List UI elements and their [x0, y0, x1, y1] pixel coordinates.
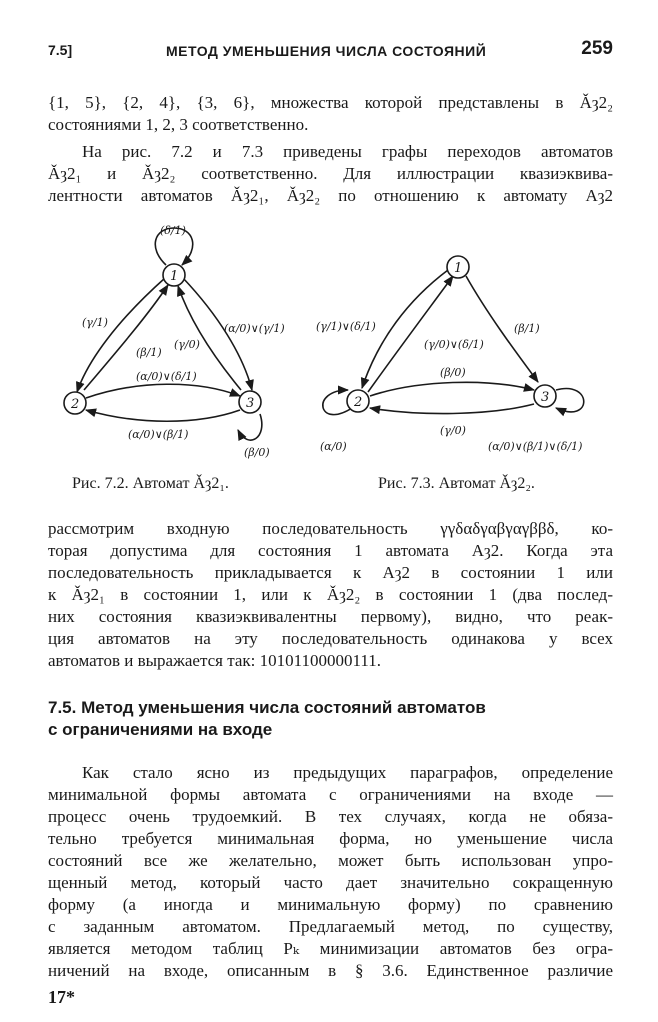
text-line: рассмотрим входную последовательность γγδαδγαβγαγββδ, ко- [48, 519, 613, 538]
edge-2-3 [86, 384, 240, 398]
paragraph-1 [48, 92, 613, 136]
text-line: является методом таблиц Pₖ минимизации автоматов без огра- [48, 939, 613, 958]
text-line: Как стало ясно из предыдущих параграфов, определение [82, 763, 613, 782]
edge-label: (γ/0) [440, 424, 466, 437]
loop-3-edge [238, 414, 262, 440]
edge-label: (β/0) [244, 446, 270, 459]
text-line: лентности автоматов Ǎȝ2₁, Ǎȝ2₂ по отношению к автомату Aȝ2 [48, 186, 613, 205]
heading-line: с ограничениями на входе [48, 720, 273, 739]
section-heading [48, 697, 613, 741]
edge-label: (β/1) [514, 322, 540, 335]
text-line: тельно требуется минимальная форма, но уменьшение числа [48, 829, 613, 848]
edge-label: (β/1) [136, 346, 162, 359]
edge-3-2 [370, 404, 534, 414]
edge-label: (γ/0)∨(δ/1) [424, 338, 484, 351]
text-line: минимальной формы автомата с ограничениями на входе — [48, 785, 613, 804]
text-line: щенный метод, который часто дает значительно сокращенную [48, 873, 613, 892]
text-line: с заданным автоматом. Предлагаемый метод, по существу, [48, 917, 613, 936]
text-line: последовательность прикладывается к Aȝ2 в состоянии 1 или [48, 563, 613, 582]
text-line: На рис. 7.2 и 7.3 приведены графы переходов автоматов [82, 142, 613, 161]
signature-mark: 17* [48, 987, 75, 1007]
text-line: {1, 5}, {2, 4}, {3, 6}, множества которой представлены в Ǎȝ2₂ [48, 93, 613, 112]
loop-3-edge [556, 389, 584, 412]
header-section-number: 7.5] [48, 42, 73, 58]
text-line: форму (а иногда и минимальную форму) по сравнению [48, 895, 613, 914]
figure-caption: Рис. 7.3. Автомат Ǎȝ2₂. [378, 475, 535, 492]
node-label: 1 [170, 269, 179, 284]
header-title: МЕТОД УМЕНЬШЕНИЯ ЧИСЛА СОСТОЯНИЙ [166, 43, 487, 59]
text-line: процесс очень трудоемкий. В тех случаях, когда не обяза- [48, 807, 613, 826]
text-line: ция автоматов на эту последовательность одинакова у всех [48, 629, 613, 648]
edge-3-2 [86, 410, 240, 421]
edge-label: (γ/1)∨(δ/1) [316, 320, 376, 333]
node-label: 2 [71, 397, 80, 412]
edge-label: (α/0)∨(γ/1) [224, 322, 285, 335]
node-label: 3 [541, 390, 550, 405]
edge-label: (γ/1) [82, 316, 108, 329]
figure-caption: Рис. 7.2. Автомат Ǎȝ2₁. [72, 475, 229, 492]
text-line: к Ǎȝ2₁ в состоянии 1, или к Ǎȝ2₂ в состоянии 1 (два послед- [48, 585, 613, 604]
running-header [48, 38, 613, 64]
text-line: торая допустима для состояния 1 автомата Aȝ2. Когда эта [48, 541, 613, 560]
transition-graphs [48, 220, 613, 495]
paragraph-3 [48, 518, 613, 672]
heading-line: 7.5. Метод уменьшения числа состояний автоматов [48, 698, 486, 717]
edge-label: (α/0) [320, 440, 347, 453]
text-line: состояниями 1, 2, 3 соответственно. [48, 115, 309, 134]
node-label: 2 [354, 395, 363, 410]
text-line: них состояния квазиэквивалентны первому), видно, что реак- [48, 607, 613, 626]
edge-label: (α/0)∨(δ/1) [136, 370, 197, 383]
graphs-svg [48, 220, 613, 495]
text-line: состояний все же желательно, может быть использован упро- [48, 851, 613, 870]
edge-label: (α/0)∨(β/1)∨(δ/1) [488, 440, 583, 453]
paragraph-2 [48, 141, 613, 207]
text-line: автоматов и выражается так: 10101100000111. [48, 651, 381, 670]
node-label: 1 [454, 261, 463, 276]
edge-label: (α/0)∨(β/1) [128, 428, 189, 441]
edge-2-3 [370, 382, 534, 396]
text-line: Ǎȝ2₁ и Ǎȝ2₂ соответственно. Для иллюстрации квазиэквива- [48, 164, 613, 183]
page-number: 259 [581, 38, 613, 59]
node-label: 3 [246, 396, 255, 411]
edge-label: (γ/0) [174, 338, 200, 351]
edge-label: (δ/1) [160, 224, 186, 237]
text-line: ничений на входе, описанным в § 3.6. Единственное различие [48, 961, 613, 980]
paragraph-4 [48, 762, 613, 982]
edge-label: (β/0) [440, 366, 466, 379]
